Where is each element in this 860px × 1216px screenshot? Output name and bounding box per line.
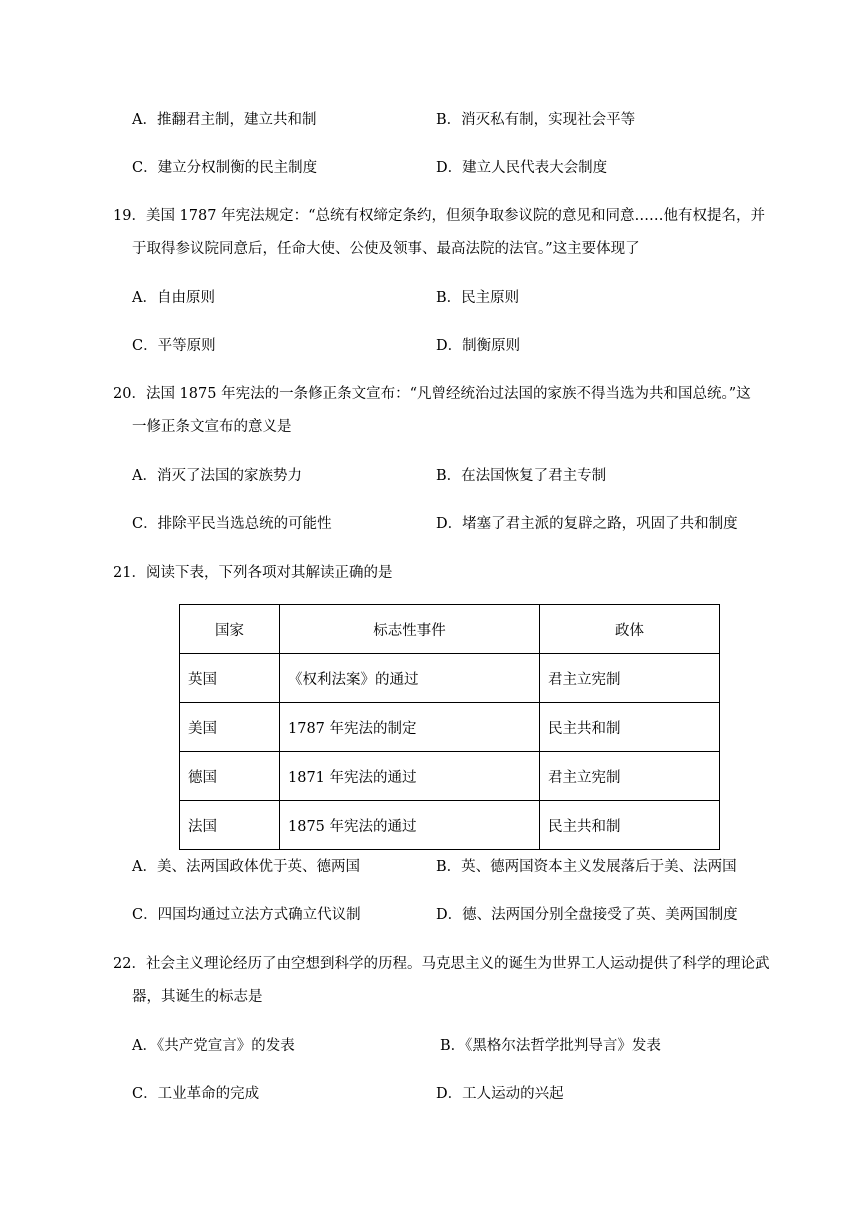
table-header-cell: 标志性事件: [280, 605, 540, 654]
q20-option-d: D．堵塞了君主派的复辟之路，巩固了共和制度: [436, 516, 738, 532]
q20-stem-line1: 20．法国 1875 年宪法的一条修正条文宣布：“凡曾经统治过法国的家族不得当选为共和国总统。”这: [113, 386, 751, 402]
q19-option-b: B．民主原则: [436, 290, 520, 306]
q22-stem-line2: 器，其诞生的标志是: [132, 989, 263, 1005]
q20-option-b: B．在法国恢复了君主专制: [436, 468, 607, 484]
table-cell: 民主共和制: [540, 801, 720, 850]
table-header-cell: 国家: [180, 605, 280, 654]
table-cell: 美国: [180, 703, 280, 752]
q20-stem-line2: 一修正条文宣布的意义是: [132, 419, 292, 435]
q22-stem-line1: 22．社会主义理论经历了由空想到科学的历程。马克思主义的诞生为世界工人运动提供了科学的理论武: [113, 956, 770, 972]
table-cell: 《权利法案》的通过: [280, 654, 540, 703]
q21-option-a: A．美、法两国政体优于英、德两国: [132, 859, 360, 875]
table-row: [180, 752, 720, 801]
table-cell: 德国: [180, 752, 280, 801]
q22-option-d: D．工人运动的兴起: [436, 1086, 564, 1102]
q18-option-a: A．推翻君主制，建立共和制: [132, 112, 317, 128]
table-row: [180, 654, 720, 703]
q22-option-b: B．《黑格尔法哲学批判导言》发表: [440, 1038, 661, 1054]
q21-option-c: C．四国均通过立法方式确立代议制: [132, 907, 361, 923]
q22-option-c: C．工业革命的完成: [132, 1086, 260, 1102]
table-cell: 1875 年宪法的通过: [280, 801, 540, 850]
table-cell: 民主共和制: [540, 703, 720, 752]
table-cell: 1787 年宪法的制定: [280, 703, 540, 752]
table-row: [180, 801, 720, 850]
table-header-cell: 政体: [540, 605, 720, 654]
q21-option-d: D．德、法两国分别全盘接受了英、美两国制度: [436, 907, 738, 923]
q22-option-a: A．《共产党宣言》的发表: [132, 1038, 295, 1054]
q20-option-c: C．排除平民当选总统的可能性: [132, 516, 332, 532]
table-cell: 1871 年宪法的通过: [280, 752, 540, 801]
table-cell: 英国: [180, 654, 280, 703]
q19-stem-line2: 于取得参议院同意后，任命大使、公使及领事、最高法院的法官。”这主要体现了: [132, 241, 640, 257]
table-cell: 君主立宪制: [540, 752, 720, 801]
q19-stem-line1: 19．美国 1787 年宪法规定：“总统有权缔定条约，但须争取参议院的意见和同意……他有权提名，并: [113, 208, 765, 224]
q19-option-a: A．自由原则: [132, 290, 215, 306]
table-header-row: [180, 605, 720, 654]
q20-option-a: A．消灭了法国的家族势力: [132, 468, 302, 484]
table-cell: 法国: [180, 801, 280, 850]
q19-option-c: C．平等原则: [132, 338, 216, 354]
table-row: [180, 703, 720, 752]
q19-option-d: D．制衡原则: [436, 338, 521, 354]
q21-stem: 21．阅读下表，下列各项对其解读正确的是: [113, 565, 393, 581]
q18-option-b: B．消灭私有制，实现社会平等: [436, 112, 636, 128]
q21-option-b: B．英、德两国资本主义发展落后于美、法两国: [436, 859, 737, 875]
table-cell: 君主立宪制: [540, 654, 720, 703]
q18-option-d: D．建立人民代表大会制度: [436, 160, 608, 176]
q21-table: [179, 604, 720, 850]
q18-option-c: C．建立分权制衡的民主制度: [132, 160, 318, 176]
